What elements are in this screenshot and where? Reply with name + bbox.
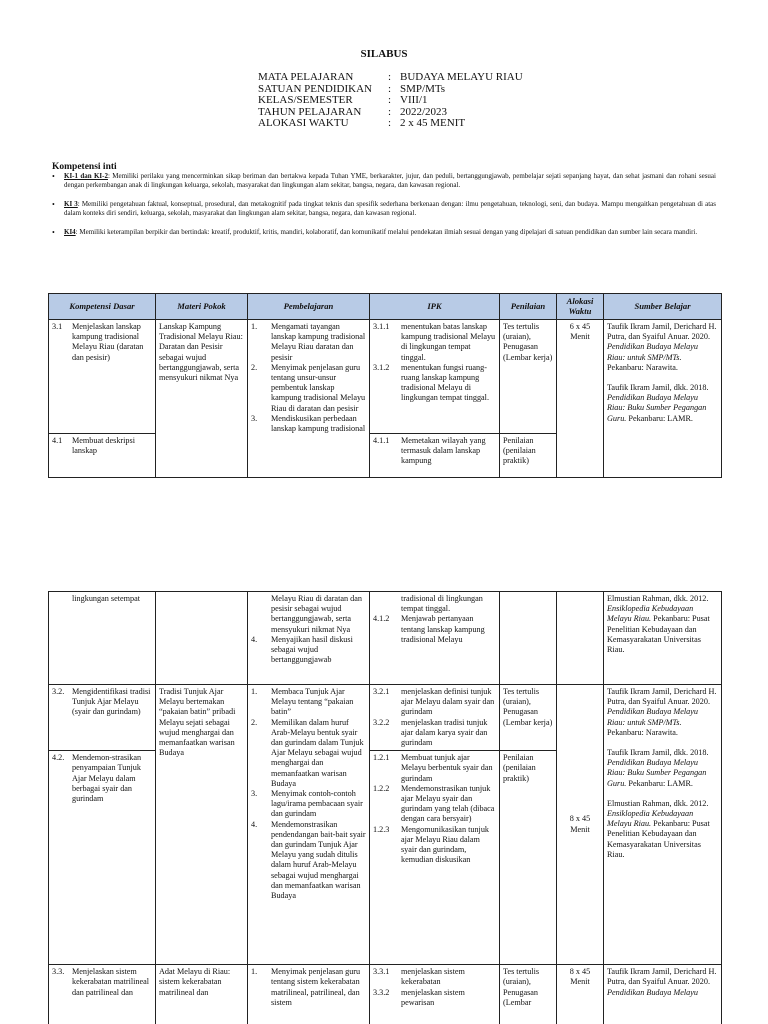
identity-value: 2 x 45 MENIT [400,117,466,129]
header-ipk: IPK [370,294,500,320]
identity-value: VIII/1 [400,94,428,106]
alokasi-text: 6 x 45 Menit [569,322,591,342]
pembelajaran-cell [248,685,370,965]
kd-number: 4.1 [52,436,63,445]
ipk-number: 3.1.2 [373,362,390,372]
ipk-text: menentukan batas lanskap kampung tradisional Melayu di lingkungan tempat tinggal. [401,322,496,362]
kd-number: 3.3. [52,967,65,977]
source-title: Ensiklopedia Kebudayaan Melayu Riau. [607,604,694,624]
table-row [49,965,722,1024]
ipk-number: 3.1.1 [373,322,390,331]
ipk-cell [370,685,500,751]
penilaian-text: Penilaian (penilaian praktik) [503,753,536,783]
sumber-cell [604,320,722,478]
step-text: Membaca Tunjuk Ajar Melayu tentang “pakaian batin” [271,687,354,717]
source-author: Taufik Ikram Jamil, Derichard H. Putra, dan Syaiful Anuar. 2020. [607,687,717,707]
source-entry [607,594,718,655]
ipk-text: tradisional di lingkungan tempat tinggal. [401,594,483,614]
source-publisher: Pekanbaru: Pusat Penelitian Kebudayaan dan Kemasyarakatan Universitas Riau. [607,819,710,859]
step-number: 3. [251,413,258,423]
alokasi-cell [557,685,604,965]
kd-number: 3.1 [52,322,63,331]
ki-heading: Kompetensi inti [52,162,117,172]
ipk-text: menjelaskan sistem kekerabatan [401,967,465,987]
pembelajaran-cell [248,320,370,478]
identity-value: BUDAYA MELAYU RIAU [400,71,523,83]
ipk-cell [370,434,500,478]
table-row [49,685,722,751]
kd-cell [49,434,156,478]
table-header-row [49,294,722,320]
ki-text: : Memiliki pengetahuan faktual, konseptual, prosedural, dan metakognitif pada tingkat teknis dan spesifik sederhana berkenaan dengan: ilmu pengetahuan, teknologi, seni, dan budaya. Mampu mengaitkan pengetahuan di atas dalam konteks diri sendiri, keluarga, sekolah, masyarakat dan lingkungan alam sekitar, bangsa, negara, dan kawasan regional. [64,199,716,218]
penilaian-cell [500,751,557,965]
pembelajaran-cell [248,965,370,1024]
ipk-number: 4.1.2 [373,614,390,624]
ipk-text: menjelaskan tradisi tunjuk ajar dalam karya syair dan gurindam [401,717,488,748]
step-number: 2. [251,362,258,372]
step-text: Mendemonstrasikan pendendangan bait-bait syair dan gurindam Tunjuk Ajar Melayu yang sudah ditulis dalam huruf Arab-Melayu sebagai wujud menghargai dan memanfaatkan warisan Budaya [271,819,366,901]
table-row [49,592,722,685]
alokasi-text: 8 x 45 Menit [569,814,591,834]
ipk-number: 4.1.1 [373,436,390,445]
identity-label: MATA PELAJARAN [258,71,354,83]
source-publisher: Pekanbaru: LAMR. [628,778,693,788]
source-entry [607,748,718,789]
source-entry [607,967,718,998]
source-author: Taufik Ikram Jamil, dkk. 2018. [607,748,709,758]
ipk-cell [370,751,500,965]
kd-number: 3.2. [52,687,65,696]
penilaian-cell [500,685,557,751]
syllabus-table-page-one [48,293,722,478]
source-publisher: Pekanbaru: LAMR. [628,413,693,423]
kd-text: Mengidentifikasi tradisi Tunjuk Ajar Melayu (syair dan gurindam) [72,687,151,717]
penilaian-text: Tes tertulis (uraian), Penugasan (Lembar [503,967,540,1007]
ipk-text: Mengomunikasikan tunjuk ajar Melayu Riau dalam syair dan gurindam, kemudian diskusikan [401,824,490,865]
step-text: Menyajikan hasil diskusi sebagai wujud bertanggungjawab [271,634,353,665]
identity-label: SATUAN PENDIDIKAN [258,82,372,95]
kd-number: 4.2. [52,753,65,763]
header-sumber-belajar: Sumber Belajar [604,294,722,320]
kd-text: Menjelaskan sistem kekerabatan matrilineal dan patrilineal dan [72,967,150,997]
syllabus-table-page-two [48,591,722,1024]
ipk-cell [370,965,500,1024]
source-publisher: Pekanbaru: Narawita. [607,727,678,737]
materi-text: Tradisi Tunjuk Ajar Melayu bertemakan “pakaian batin” pribadi Melayu sejati sebagai wujud menghargai dan memanfaatkan warisan Budaya [159,687,236,758]
identity-row [258,72,523,84]
page-two [0,512,768,1024]
ipk-number: 1.2.3 [373,824,390,834]
identity-sep: : [388,94,392,106]
identity-sep: : [388,71,392,83]
alokasi-cell [557,592,604,685]
identity-sep: : [388,105,392,118]
step-text: Mendiskusikan perbedaan lanskap kampung tradisional [271,413,366,434]
header-pembelajaran: Pembelajaran [248,294,370,320]
materi-cell [156,320,248,478]
kd-text: Membuat deskripsi lanskap [72,436,135,456]
alokasi-text: 8 x 45 Menit [569,967,591,987]
ipk-number: 3.3.2 [373,987,390,997]
step-text: Memilikan dalam huruf Arab-Melayu bentuk syair dan gurindam dalam Tunjuk Ajar Melayu sebagai wujud menghargai dan memanfaatkan warisan Budaya [271,717,364,788]
step-number: 1. [251,967,258,977]
materi-text: Adat Melayu di Riau: sistem kekerabatan matrilineal dan [159,967,231,997]
source-author: Elmustian Rahman, dkk. 2012. [607,594,709,603]
source-entry [607,383,718,424]
ki-item [52,172,716,190]
header-materi-pokok: Materi Pokok [156,294,248,320]
step-number: 4. [251,634,258,644]
identity-row [258,95,523,107]
ki-text: : Memiliki keterampilan berpikir dan bertindak: kreatif, produktif, kritis, mandiri, kolaboratif, dan komunikatif melalui pendekatan ilmiah sesuai dengan yang dipelajari di satuan pendidikan dan sumber lain secara mandiri. [75,227,698,236]
materi-cell [156,685,248,965]
penilaian-text: Tes tertulis (uraian), Penugasan (Lembar kerja) [503,322,553,362]
materi-cell [156,965,248,1024]
penilaian-cell [500,320,557,434]
penilaian-text: Penilaian (penilaian praktik) [503,436,536,466]
alokasi-cell [557,965,604,1024]
source-author: Elmustian Rahman, dkk. 2012. [607,798,709,808]
source-author: Taufik Ikram Jamil, Derichard H. Putra, dan Syaiful Anuar. 2020. [607,322,717,342]
source-title: Ensiklopedia Kebudayaan Melayu Riau. [607,809,694,829]
step-number: 3. [251,789,258,799]
source-title: Pendidikan Budaya Melayu Riau: Buku Sumber Pegangan Guru. [607,393,707,423]
ipk-number: 3.3.1 [373,967,390,977]
ipk-text: Membuat tunjuk ajar Melayu berbentuk syair dan gurindam [401,753,493,783]
penilaian-cell [500,592,557,685]
ipk-text: Mendemonstrasikan tunjuk ajar Melayu syair dan gurindam yang telah (dibaca dengan cara bersyair) [401,783,495,824]
step-text: Menyimak penjelasan guru tentang unsur-unsur pembentuk lanskap kampung tradisional Melayu Riau di daratan dan pesisir [271,362,366,413]
alokasi-cell [557,320,604,478]
header-kompetensi-dasar: Kompetensi Dasar [49,294,156,320]
kd-cell [49,592,156,685]
header-penilaian: Penilaian [500,294,557,320]
ipk-number: 1.2.2 [373,783,390,793]
source-publisher: Pekanbaru: Narawita. [607,362,678,372]
identity-sep: : [388,82,392,95]
source-author: Taufik Ikram Jamil, Derichard H. Putra, dan Syaiful Anuar. 2020. [607,967,717,987]
ipk-number: 1.2.1 [373,753,390,763]
step-number: 1. [251,687,258,696]
source-author: Taufik Ikram Jamil, dkk. 2018. [607,383,709,393]
materi-cell [156,592,248,685]
step-text: Menyimak contoh-contoh lagu/irama pembacaan syair dan gurindam [271,789,363,819]
sumber-cell [604,685,722,965]
sumber-cell [604,592,722,685]
pembelajaran-cell [248,592,370,685]
ki-label: KI4 [64,227,76,236]
ki-list [52,172,716,247]
step-text: Melayu Riau di daratan dan pesisir sebagai wujud bertanggungjawab, serta mensyukuri nikmat Nya [271,594,362,634]
ki-item [52,228,716,237]
source-entry [607,687,718,738]
kd-cell [49,965,156,1024]
kd-cell [49,685,156,751]
ipk-cell [370,592,500,685]
materi-text: Lanskap Kampung Tradisional Melayu Riau: Daratan dan Pesisir sebagai wujud bertanggungjawab, serta mensyukuri nikmat Nya [159,322,243,383]
penilaian-text: Tes tertulis (uraian), Penugasan (Lembar kerja) [503,687,553,727]
step-number: 2. [251,717,258,727]
source-title: Pendidikan Budaya Melayu [607,987,698,997]
source-title: Pendidikan Budaya Melayu Riau: untuk SMP/MTs. [607,342,698,362]
step-number: 1. [251,322,258,331]
kd-cell [49,320,156,434]
ki-label: KI 3 [64,199,78,208]
identity-block [258,72,523,130]
identity-label: TAHUN PELAJARAN [258,105,362,118]
step-number: 4. [251,819,258,829]
identity-value: 2022/2023 [400,105,448,118]
ki-item [52,200,716,218]
penilaian-cell [500,965,557,1024]
kd-text: Mendemon-strasikan penyampaian Tunjuk Ajar Melayu dalam berbagai syair dan gurindam [72,753,142,804]
source-title: Pendidikan Budaya Melayu Riau: Buku Sumber Pegangan Guru. [607,758,707,788]
ki-text: : Memiliki perilaku yang mencerminkan sikap beriman dan bertakwa kepada Tuhan YME, berkarakter, jujur, dan peduli, bertanggungjawab, pembelajar sejati sepanjang hayat, dan sehat jasmani dan rohani sesuai dengan perkembangan anak di lingkungan keluarga, sekolah, masyarakat dan lingkungan alam sekitar, bangsa, negara, dan kawasan regional. [64,172,716,190]
kd-text: lingkungan setempat [72,594,140,603]
identity-label: KELAS/SEMESTER [258,94,353,106]
ipk-text: menjelaskan sistem pewarisan [401,987,465,1007]
step-text: Mengamati tayangan lanskap kampung tradisional Melayu Riau daratan dan pesisir [271,322,366,362]
kd-text: Menjelaskan lanskap kampung tradisional Melayu Riau (daratan dan pesisir) [72,322,144,362]
header-alokasi-waktu: Alokasi Waktu [557,294,604,320]
source-entry [607,799,718,860]
source-entry [607,322,718,373]
source-title: Pendidikan Budaya Melayu Riau: untuk SMP/MTs. [607,707,698,727]
ki-label: KI-1 dan KI-2 [64,172,108,180]
identity-value: SMP/MTs [400,82,446,95]
ipk-text: menjelaskan definisi tunjuk ajar Melayu dalam syair dan gurindam [401,687,495,717]
identity-row [258,118,523,130]
kd-cell [49,751,156,965]
sumber-cell [604,965,722,1024]
identity-label: ALOKASI WAKTU [258,117,349,129]
ipk-text: Menjawab pertanyaan tentang lanskap kampung tradisional Melayu [401,614,485,644]
penilaian-cell [500,434,557,478]
table-row [49,320,722,434]
ipk-text: menentukan fungsi ruang-ruang lanskap kampung tradisional Melayu di lingkungan tempat tinggal. [401,362,489,403]
ipk-number: 3.2.2 [373,717,390,727]
ipk-cell [370,320,500,434]
identity-sep: : [388,117,392,129]
ipk-number: 3.2.1 [373,687,390,696]
ipk-text: Memetakan wilayah yang termasuk dalam lanskap kampung [401,436,486,466]
source-publisher: Pekanbaru: Pusat Penelitian Kebudayaan dan Kemasyarakatan Universitas Riau. [607,614,710,655]
step-text: Menyimak penjelasan guru tentang sistem kekerabatan matrilineal, patrilineal, dan sistem [271,967,361,1007]
document-title: SILABUS [360,48,408,60]
